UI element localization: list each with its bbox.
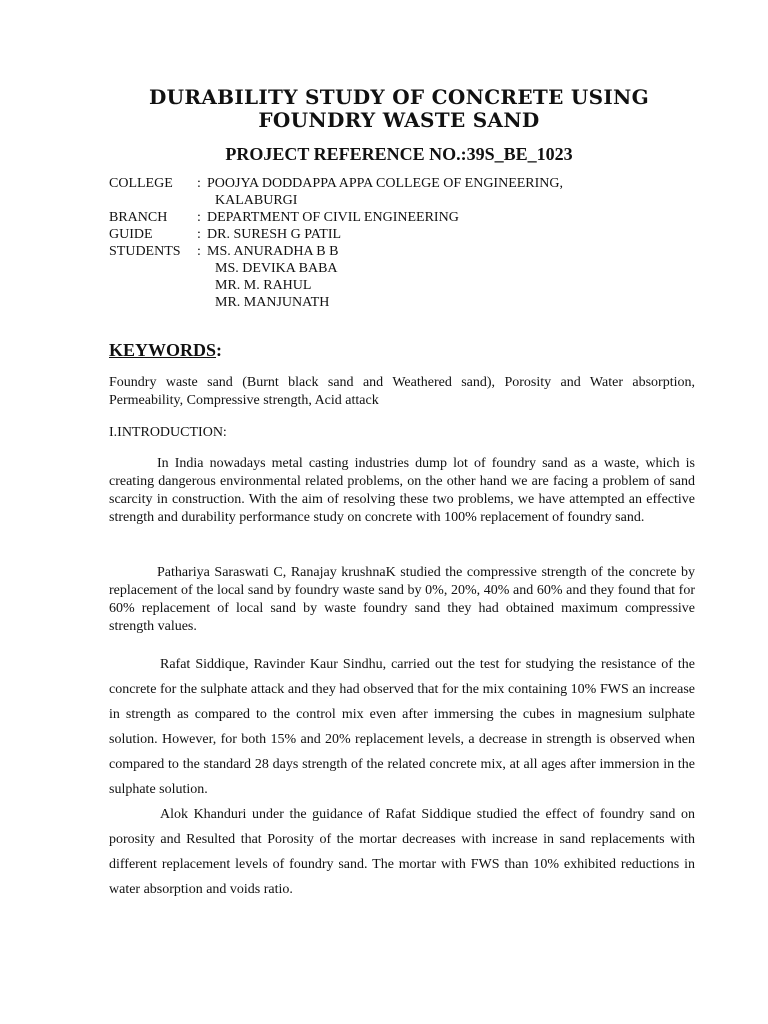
college-label: COLLEGE <box>109 176 173 191</box>
college-values <box>207 175 563 209</box>
college-colon: : <box>197 176 201 191</box>
students-values <box>207 243 338 311</box>
keywords-text: Foundry waste sand (Burnt black sand and Weathered sand), Porosity and Water absorption, Permeability, Compressive strength, Acid attack <box>109 375 695 408</box>
introduction-paragraph: Alok Khanduri under the guidance of Rafat Siddique studied the effect of foundry sand on porosity and Resulted that Porosity of the mortar decreases with increase in sand replacements with different replacement levels of foundry sand. The mortar with FWS than 10% exhibited reductions in water absorption and voids ratio. <box>109 807 695 897</box>
branch-label: BRANCH <box>109 210 168 225</box>
student-name: MS. DEVIKA BABA <box>215 261 338 276</box>
introduction-paragraph: Pathariya Saraswati C, Ranajay krushnaK studied the compressive strength of the concrete by replacement of the local sand by foundry waste sand by 0%, 20%, 40% and 60% and they found that for 60% replacement of local sand by waste foundry sand they had obtained maximum compressive strength values. <box>109 565 695 634</box>
students-label: STUDENTS <box>109 244 181 259</box>
student-name: MS. ANURADHA B B <box>207 244 339 259</box>
introduction-heading: I.INTRODUCTION: <box>109 425 227 440</box>
college-row <box>109 175 709 209</box>
guide-label: GUIDE <box>109 227 153 242</box>
branch-values <box>207 209 459 226</box>
introduction-paragraph: In India nowadays metal casting industries dump lot of foundry sand as a waste, which is creating dangerous environmental related problems, on the other hand we are facing a problem of sand scarcity in construction. With the aim of resolving these two problems, we have attempted an effective strength and durability performance study on concrete with 100% replacement of foundry sand. <box>109 456 695 525</box>
college-value: POOJYA DODDAPPA APPA COLLEGE OF ENGINEERING, <box>207 176 564 191</box>
branch-value: DEPARTMENT OF CIVIL ENGINEERING <box>207 210 459 225</box>
branch-row <box>109 209 709 226</box>
document-title: DURABILITY STUDY OF CONCRETE USING FOUNDRY WASTE SAND <box>149 85 649 132</box>
keywords-heading <box>109 339 222 361</box>
branch-colon: : <box>197 210 201 225</box>
guide-row <box>109 226 709 243</box>
guide-values <box>207 226 341 243</box>
student-name: MR. MANJUNATH <box>215 295 330 310</box>
keywords-heading-text: KEYWORDS <box>109 340 217 360</box>
students-row <box>109 243 709 311</box>
introduction-paragraph: Rafat Siddique, Ravinder Kaur Sindhu, carried out the test for studying the resistance of the concrete for the sulphate attack and they had observed that for the mix containing 10% FWS an increase in strength as compared to the control mix even after immersing the cubes in magnesium sulphate solution. However, for both 15% and 20% replacement levels, a decrease in strength is observed when compared to the standard 28 days strength of the related concrete mix, at all ages after immersion in the sulphate solution. <box>109 657 695 797</box>
keywords-heading-colon: : <box>216 340 223 360</box>
guide-colon: : <box>197 227 201 242</box>
project-reference: PROJECT REFERENCE NO.:39S_BE_1023 <box>225 144 573 164</box>
project-info-block <box>109 175 709 311</box>
students-colon: : <box>197 244 201 259</box>
student-name: MR. M. RAHUL <box>215 278 312 293</box>
college-value-cont: KALABURGI <box>215 193 298 208</box>
guide-value: DR. SURESH G PATIL <box>207 227 342 242</box>
